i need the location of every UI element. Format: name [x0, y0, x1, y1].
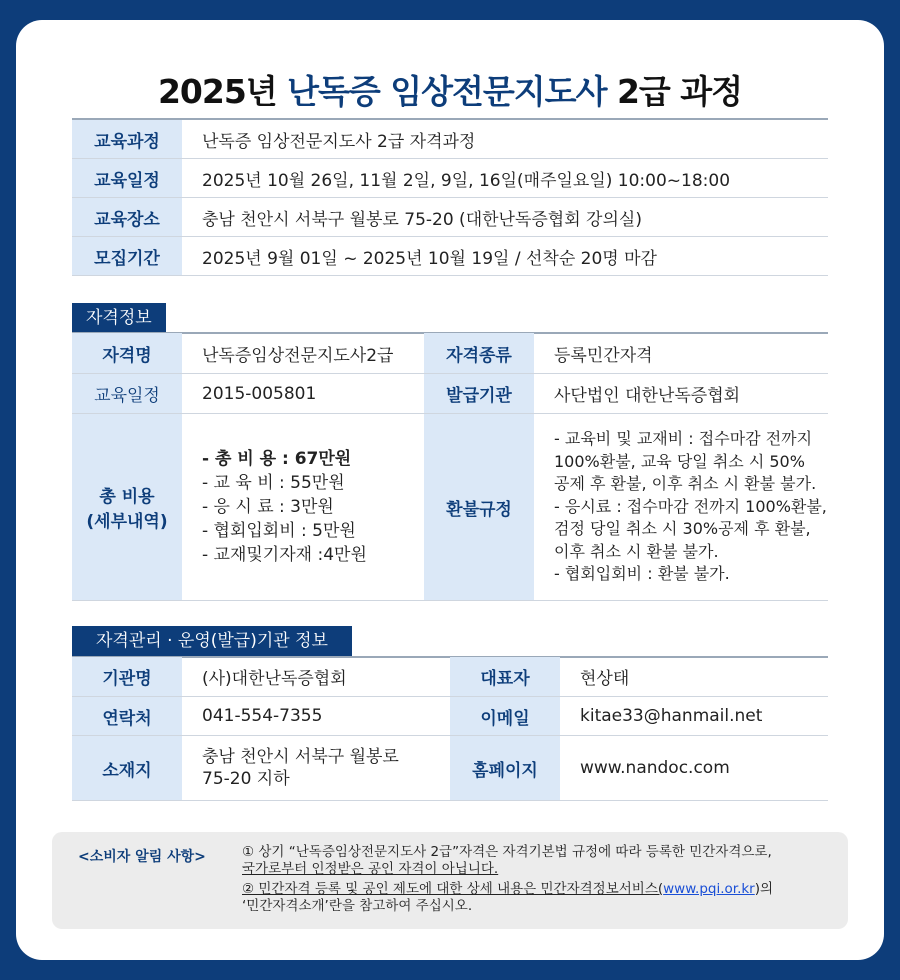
title-highlight: 난독증 임상전문지도사 — [287, 72, 607, 111]
org-email-label: 이메일 — [450, 697, 560, 736]
notice-item-2: ② 민간자격 등록 및 공인 제도에 대한 상세 내용은 민간자격정보서비스(www.pqi.or.kr)의 ‘민간자격소개’란을 참고하여 주십시오. — [242, 881, 774, 914]
qual-schedule-value: 2015-005801 — [182, 374, 424, 414]
org-rep-label: 대표자 — [450, 657, 560, 697]
table-row — [72, 374, 828, 414]
org-contact-value: 041-554-7355 — [182, 697, 450, 736]
row-value: 난독증 임상전문지도사 2급 자격과정 — [182, 119, 828, 159]
poster-card — [16, 20, 884, 960]
row-value: 충남 천안시 서북구 월봉로 75-20 (대한난독증협회 강의실) — [182, 198, 828, 237]
org-name-label: 기관명 — [72, 657, 182, 697]
qual-type-label: 자격종류 — [424, 333, 534, 374]
notice-item-1: ① 상기 “난독증임상전문지도사 2급”자격은 자격기본법 규정에 따라 등록한 민간자격으로, 국가로부터 인정받은 공인 자격이 아닙니다. — [242, 844, 772, 877]
org-rep-value: 현상태 — [560, 657, 828, 697]
refund-policy: - 교육비 및 교재비 : 접수마감 전까지 100%환불, 교육 당일 취소 시 50% 공제 후 환불, 이후 취소 시 환불 불가. - 응시료 : 접수마감 전까지 100%환불, 검정 당일 취소 시 30%공제 후 환불, 이후 취소 시 환불 불가. - 협회입회비 : 환불 불가. — [534, 414, 828, 601]
table-row — [72, 333, 828, 374]
row-value: 2025년 10월 26일, 11월 2일, 9일, 16일(매주일요일) 10:00~18:00 — [182, 159, 828, 198]
table-row — [72, 414, 828, 601]
row-label: 교육일정 — [72, 159, 182, 198]
qual-table — [72, 333, 828, 601]
consumer-notice — [52, 832, 848, 929]
cost-item: - 응 시 료 : 3만원 — [202, 497, 334, 517]
cost-total: - 총 비 용 : 67만원 — [202, 449, 352, 469]
notice-title: <소비자 알림 사항> — [78, 849, 206, 865]
row-label: 모집기간 — [72, 237, 182, 276]
qual-section-tab: 자격정보 — [72, 303, 166, 333]
table-row — [72, 198, 828, 237]
notice-body — [242, 844, 842, 918]
overview-table — [72, 118, 828, 276]
qual-type-value: 등록민간자격 — [534, 333, 828, 374]
qual-issuer-value: 사단법인 대한난독증협회 — [534, 374, 828, 414]
org-table — [72, 657, 828, 801]
org-email-value: kitae33@hanmail.net — [560, 697, 828, 736]
org-name-value: (사)대한난독증협회 — [182, 657, 450, 697]
table-row — [72, 736, 828, 801]
org-home-label: 홈페이지 — [450, 736, 560, 801]
org-home-value: www.nandoc.com — [560, 736, 828, 801]
table-row — [72, 697, 828, 736]
pqi-link[interactable]: www.pqi.or.kr — [663, 881, 755, 897]
qual-schedule-label: 교육일정 — [72, 374, 182, 414]
qual-name-label: 자격명 — [72, 333, 182, 374]
cost-label: 총 비용 (세부내역) — [72, 414, 182, 601]
org-addr-label: 소재지 — [72, 736, 182, 801]
table-row — [72, 159, 828, 198]
table-row — [72, 119, 828, 159]
org-contact-label: 연락처 — [72, 697, 182, 736]
table-row — [72, 237, 828, 276]
org-section-tab: 자격관리 · 운영(발급)기관 정보 — [72, 626, 352, 656]
page-title: 2025년 난독증 임상전문지도사 2급 과정 — [157, 72, 743, 111]
table-row — [72, 657, 828, 697]
row-value: 2025년 9월 01일 ~ 2025년 10월 19일 / 선착순 20명 마감 — [182, 237, 828, 276]
cost-item: - 협회입회비 : 5만원 — [202, 521, 356, 541]
org-addr-value: 충남 천안시 서북구 월봉로 75-20 지하 — [182, 736, 450, 801]
row-label: 교육장소 — [72, 198, 182, 237]
qual-issuer-label: 발급기관 — [424, 374, 534, 414]
cost-item: - 교 육 비 : 55만원 — [202, 473, 345, 493]
row-label: 교육과정 — [72, 119, 182, 159]
cost-breakdown — [182, 414, 424, 601]
refund-label: 환불규정 — [424, 414, 534, 601]
cost-item: - 교재및기자재 :4만원 — [202, 545, 367, 565]
qual-name-value: 난독증임상전문지도사2급 — [182, 333, 424, 374]
